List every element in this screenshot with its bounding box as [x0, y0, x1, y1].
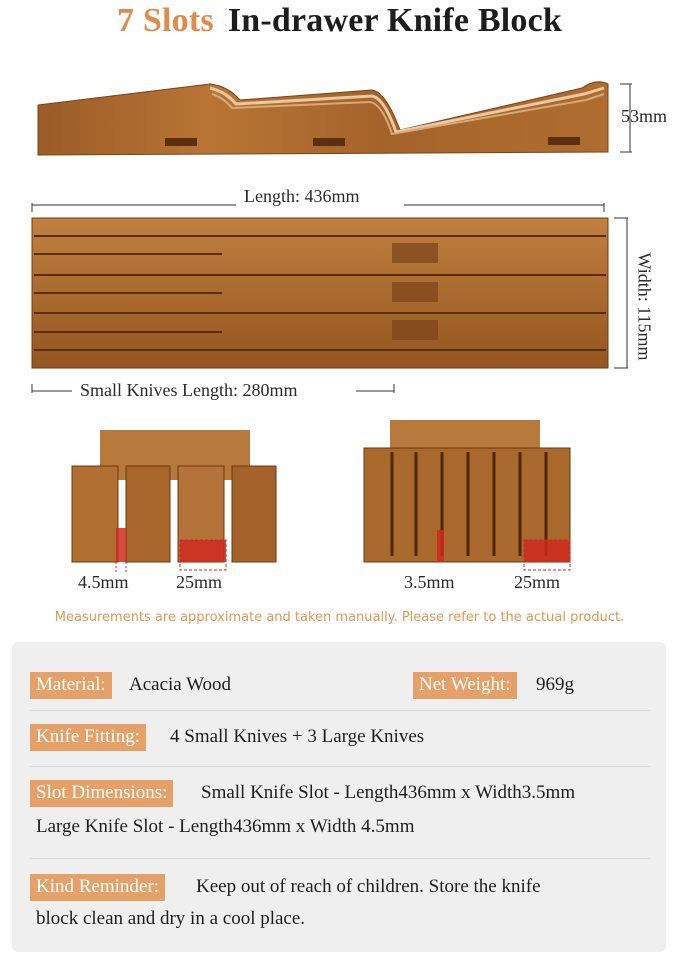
peg-3: [548, 137, 580, 145]
title-rest: In-drawer Knife Block: [227, 2, 562, 39]
left-slot-width-label: 4.5mm: [78, 572, 129, 592]
length-label: Length: 436mm: [244, 186, 360, 206]
left-gap-highlight: [180, 540, 226, 562]
right-slot-highlight: [437, 530, 444, 562]
right-gap-highlight: [524, 540, 570, 562]
fitting-value: 4 Small Knives + 3 Large Knives: [170, 726, 425, 747]
slot-value-2: Large Knife Slot - Length436mm x Width 4.5mm: [36, 816, 415, 837]
reminder-value-2: block clean and dry in a cool place.: [36, 908, 306, 929]
right-gap-label: 25mm: [514, 572, 561, 592]
side-profile-block: [38, 82, 608, 155]
width-bracket: [614, 218, 628, 368]
material-label: Material:: [30, 672, 112, 699]
slot-label: Slot Dimensions:: [30, 780, 173, 807]
reminder-value-1: Keep out of reach of children. Store the knife: [196, 876, 541, 897]
weight-label: Net Weight:: [413, 672, 517, 699]
peg-1: [165, 138, 197, 146]
divider: [30, 766, 650, 767]
title-accent: 7 Slots: [117, 2, 214, 39]
left-slot-highlight: [116, 528, 126, 562]
measurement-note: Measurements are approximate and taken manually. Please refer to the actual product.: [54, 610, 625, 625]
reminder-label: Kind Reminder:: [30, 874, 165, 901]
small-knives-length-label: Small Knives Length: 280mm: [80, 380, 298, 400]
fitting-label: Knife Fitting:: [30, 724, 146, 751]
weight-value: 969g: [536, 674, 574, 695]
material-value: Acacia Wood: [129, 674, 232, 695]
end-view-right: [364, 420, 570, 570]
divider: [30, 858, 650, 859]
top-view-block: [32, 218, 608, 368]
right-slot-width-label: 3.5mm: [404, 572, 455, 592]
left-gap-label: 25mm: [176, 572, 223, 592]
end-view-left: [72, 430, 276, 572]
peg-2: [313, 138, 345, 146]
height-label: 53mm: [621, 106, 668, 126]
spec-panel: [12, 642, 666, 952]
slot-value-1: Small Knife Slot - Length436mm x Width3.5mm: [201, 782, 576, 803]
divider: [30, 710, 650, 711]
width-label: Width: 115mm: [634, 252, 655, 361]
